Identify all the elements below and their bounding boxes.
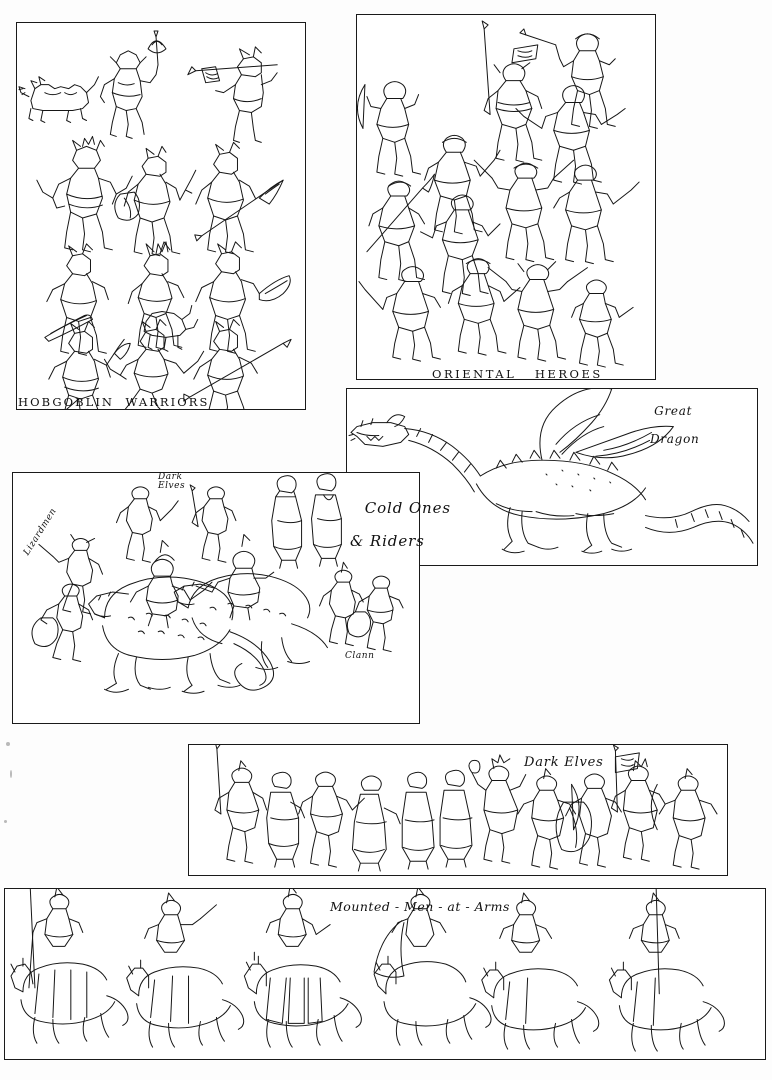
- paper-speck: [4, 820, 7, 823]
- caption-hobgoblin-warriors: HOBGOBLIN WARRIORS: [18, 395, 210, 409]
- paper-speck: [10, 770, 12, 778]
- caption-great-dragon: [636, 390, 699, 474]
- caption-cold-ones-line1: Cold Ones: [364, 499, 451, 518]
- dark-elves-sketch: [189, 745, 727, 875]
- label-dark-elves-small: Dark Elves: [158, 472, 186, 492]
- caption-mounted-men-at-arms: Mounted - Men - at - Arms: [330, 899, 510, 914]
- panel-oriental-heroes-art: [357, 15, 655, 379]
- caption-cold-ones-line2: & Riders: [350, 531, 425, 550]
- label-clann: Clann: [345, 651, 375, 661]
- hobgoblin-warriors-sketch: [17, 23, 305, 409]
- caption-great-dragon-line2: Dragon: [650, 432, 700, 446]
- label-lizardmen: Lizardmen: [22, 506, 59, 558]
- oriental-heroes-sketch: [357, 15, 655, 379]
- caption-great-dragon-line1: Great: [654, 404, 693, 418]
- panel-hobgoblin-warriors: [16, 22, 306, 410]
- caption-oriental-heroes: ORIENTAL HEROES: [432, 367, 603, 381]
- caption-cold-ones-and-riders: [342, 484, 451, 581]
- panel-oriental-heroes: [356, 14, 656, 380]
- panel-dark-elves-art: [189, 745, 727, 875]
- panel-hobgoblin-warriors-art: [17, 23, 305, 409]
- mounted-men-at-arms-sketch: [5, 889, 765, 1059]
- panel-mounted-men-at-arms-art: [5, 889, 765, 1059]
- panel-dark-elves: [188, 744, 728, 876]
- paper-speck: [6, 742, 10, 746]
- caption-dark-elves: Dark Elves: [524, 755, 604, 770]
